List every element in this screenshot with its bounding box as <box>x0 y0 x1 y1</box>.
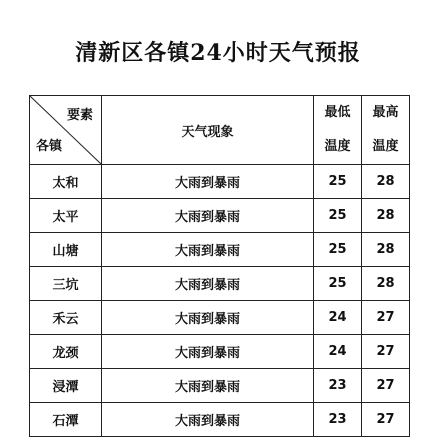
table-row <box>30 403 410 437</box>
phenomenon-cell: 大雨到暴雨 <box>102 165 314 199</box>
max-temp-cell: 28 <box>362 267 410 301</box>
header-min-temp <box>314 96 362 165</box>
weather-forecast-table <box>29 95 410 437</box>
town-cell: 山塘 <box>30 233 102 267</box>
town-cell: 太平 <box>30 199 102 233</box>
table-row <box>30 267 410 301</box>
town-cell: 三坑 <box>30 267 102 301</box>
min-temp-cell: 25 <box>314 267 362 301</box>
diagonal-header-cell <box>30 96 102 165</box>
town-cell: 龙颈 <box>30 335 102 369</box>
max-temp-cell: 28 <box>362 165 410 199</box>
header-max-temp <box>362 96 410 165</box>
max-temp-cell: 27 <box>362 369 410 403</box>
page-title: 清新区各镇24小时天气预报 <box>75 40 361 66</box>
header-max-temp-line2: 温度 <box>372 139 399 154</box>
min-temp-cell: 24 <box>314 335 362 369</box>
min-temp-cell: 24 <box>314 301 362 335</box>
phenomenon-cell: 大雨到暴雨 <box>102 335 314 369</box>
header-min-temp-line1: 最低 <box>324 105 351 120</box>
table-row <box>30 369 410 403</box>
min-temp-cell: 23 <box>314 403 362 437</box>
town-cell: 石潭 <box>30 403 102 437</box>
town-cell: 太和 <box>30 165 102 199</box>
header-element-label: 要素 <box>66 108 93 123</box>
town-cell: 禾云 <box>30 301 102 335</box>
min-temp-cell: 25 <box>314 165 362 199</box>
table-row <box>30 335 410 369</box>
min-temp-cell: 25 <box>314 233 362 267</box>
max-temp-cell: 28 <box>362 233 410 267</box>
table-row <box>30 301 410 335</box>
max-temp-cell: 27 <box>362 403 410 437</box>
table-row <box>30 199 410 233</box>
header-min-temp-line2: 温度 <box>324 139 351 154</box>
phenomenon-cell: 大雨到暴雨 <box>102 199 314 233</box>
town-cell: 浸潭 <box>30 369 102 403</box>
min-temp-cell: 25 <box>314 199 362 233</box>
min-temp-cell: 23 <box>314 369 362 403</box>
header-max-temp-line1: 最高 <box>372 105 399 120</box>
header-phenomenon: 天气现象 <box>102 96 314 165</box>
max-temp-cell: 27 <box>362 301 410 335</box>
header-town-label: 各镇 <box>36 139 63 154</box>
phenomenon-cell: 大雨到暴雨 <box>102 301 314 335</box>
max-temp-cell: 28 <box>362 199 410 233</box>
phenomenon-cell: 大雨到暴雨 <box>102 403 314 437</box>
table-row <box>30 165 410 199</box>
phenomenon-cell: 大雨到暴雨 <box>102 267 314 301</box>
table-row <box>30 233 410 267</box>
table-header-row <box>30 96 410 165</box>
phenomenon-cell: 大雨到暴雨 <box>102 369 314 403</box>
phenomenon-cell: 大雨到暴雨 <box>102 233 314 267</box>
max-temp-cell: 27 <box>362 335 410 369</box>
